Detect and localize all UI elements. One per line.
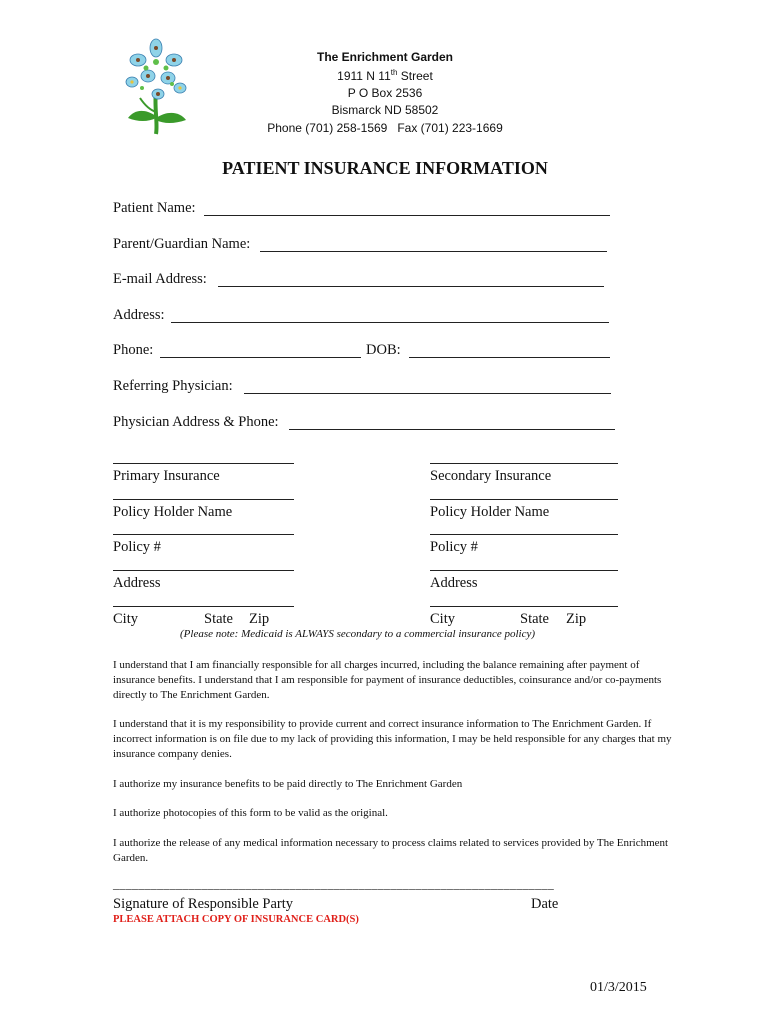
attach-card-notice: PLEASE ATTACH COPY OF INSURANCE CARD(S): [113, 914, 359, 925]
street-number: 1911 N 11: [337, 69, 391, 83]
primary-policy-holder-label: Policy Holder Name: [113, 504, 233, 520]
insurance-responsibility-text: I understand that it is my responsibility to provide current and correct insurance information to The Enrichment Garden. If incorrect information is on file due to my lack of providing this information, I may be held responsible for any charges that my insurance company denies.: [113, 718, 672, 760]
email-field[interactable]: [218, 286, 604, 287]
secondary-city-state-zip-field[interactable]: [430, 606, 618, 607]
authorize-photocopies-text: I authorize photocopies of this form to be valid as the original.: [113, 807, 388, 819]
secondary-zip-label: Zip: [566, 611, 587, 627]
primary-address-label: Address: [113, 575, 161, 591]
secondary-address-label: Address: [430, 575, 478, 591]
patient-name-field[interactable]: [204, 215, 610, 216]
primary-insurance-field[interactable]: [113, 463, 294, 464]
address-field[interactable]: [171, 322, 609, 323]
secondary-policy-number-label: Policy #: [430, 539, 478, 555]
email-label: E-mail Address:: [113, 271, 207, 287]
secondary-state-label: State: [520, 611, 549, 627]
street-address: [185, 68, 585, 83]
secondary-insurance-label: Secondary Insurance: [430, 468, 552, 484]
secondary-address-field[interactable]: [430, 570, 618, 571]
signature-label: Signature of Responsible Party: [113, 896, 294, 912]
primary-policy-number-label: Policy #: [113, 539, 161, 555]
secondary-city-label: City: [430, 611, 455, 627]
patient-name-label: Patient Name:: [113, 200, 196, 216]
primary-city-label: City: [113, 611, 138, 627]
address-label: Address:: [113, 307, 165, 323]
referring-physician-field[interactable]: [244, 393, 611, 394]
org-name: The Enrichment Garden: [316, 50, 454, 64]
primary-state-label: State: [204, 611, 233, 627]
parent-guardian-label: Parent/Guardian Name:: [113, 236, 251, 252]
secondary-policy-holder-field[interactable]: [430, 499, 618, 500]
po-box: P O Box 2536: [347, 86, 423, 100]
secondary-policy-holder-label: Policy Holder Name: [430, 504, 550, 520]
phone-field[interactable]: [160, 357, 361, 358]
primary-address-field[interactable]: [113, 570, 294, 571]
physician-address-phone-field[interactable]: [289, 429, 615, 430]
date-label: Date: [531, 896, 559, 912]
dob-label: DOB:: [366, 342, 401, 358]
page-title: PATIENT INSURANCE INFORMATION: [222, 158, 548, 178]
primary-policy-holder-field[interactable]: [113, 499, 294, 500]
physician-address-phone-label: Physician Address & Phone:: [113, 414, 279, 430]
revision-date: 01/3/2015: [590, 980, 647, 995]
medicaid-note: (Please note: Medicaid is ALWAYS secondary to a commercial insurance policy): [180, 628, 536, 640]
city-line: Bismarck ND 58502: [331, 103, 439, 117]
secondary-policy-number-field[interactable]: [430, 534, 618, 535]
referring-physician-label: Referring Physician:: [113, 378, 233, 394]
dob-field[interactable]: [409, 357, 610, 358]
primary-city-state-zip-field[interactable]: [113, 606, 294, 607]
authorize-benefits-text: I authorize my insurance benefits to be paid directly to The Enrichment Garden: [113, 778, 463, 790]
secondary-insurance-field[interactable]: [430, 463, 618, 464]
phone-label: Phone:: [113, 342, 154, 358]
signature-line[interactable]: ______________________________________________________________________: [113, 877, 554, 891]
primary-zip-label: Zip: [249, 611, 270, 627]
parent-guardian-field[interactable]: [260, 251, 607, 252]
primary-insurance-label: Primary Insurance: [113, 468, 220, 484]
street-suffix: Street: [397, 69, 433, 83]
financial-responsibility-text: I understand that I am financially responsible for all charges incurred, including the balance remaining after payment of insurance benefits. I understand that I am responsible for payment of insurance deductibles, coinsurance and/or co-payments directly to The Enrichment Garden.: [113, 659, 662, 701]
authorize-release-text: I authorize the release of any medical information necessary to process claims related to services provided by The Enrichment Garden.: [113, 837, 669, 864]
street-sup: th: [390, 68, 398, 77]
primary-policy-number-field[interactable]: [113, 534, 294, 535]
contact-line: Phone (701) 258-1569 Fax (701) 223-1669: [267, 121, 503, 135]
